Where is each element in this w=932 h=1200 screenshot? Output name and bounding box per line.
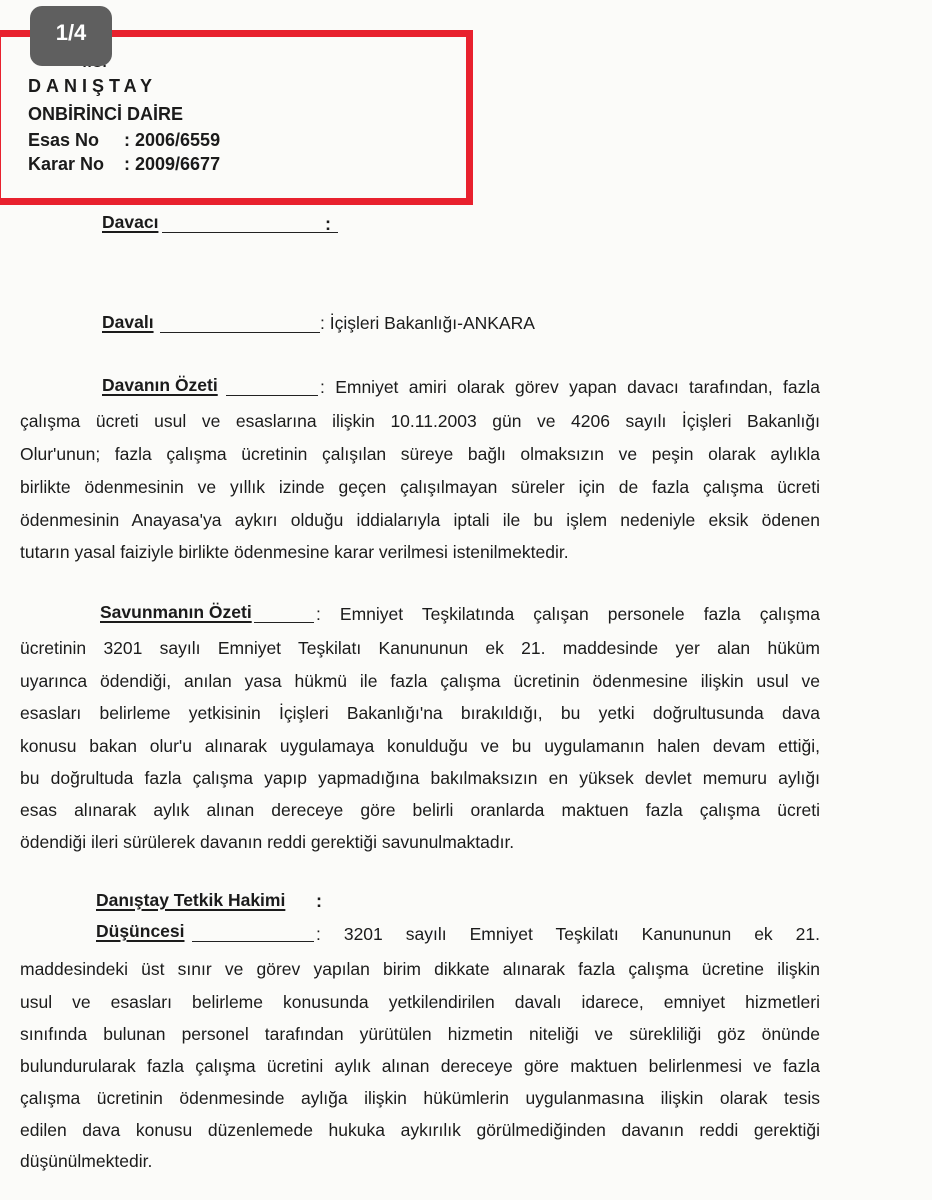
davanin-ozeti-line: ödenmesinin Anayasa'ya aykırı olduğu iddialarıyla iptali ile bu işlem nedeniyle eksik ödenen — [20, 510, 820, 530]
dusuncesi-first-line: : 3201 sayılı Emniyet Teşkilatı Kanununun ek 21. — [316, 924, 820, 944]
tetkik-hakimi-colon: : — [316, 891, 322, 911]
court-name: DANIŞTAY — [28, 76, 158, 96]
davanin-ozeti-line: tutarın yasal faiziyle birlikte ödenmesine karar verilmesi istenilmektedir. — [20, 542, 569, 562]
dusuncesi-line: maddesindeki üst sınır ve görev yapılan birim dikkate alınarak fazla çalışma ücretine ilişkin — [20, 959, 820, 979]
davanin-ozeti-label: Davanın Özeti — [102, 375, 218, 395]
savunmanin-ozeti-label: Savunmanın Özeti — [100, 602, 252, 622]
davanin-ozeti-line: çalışma ücreti usul ve esaslarına ilişkin 10.11.2003 gün ve 4206 sayılı İçişleri Bakanlığı — [20, 411, 820, 431]
chamber-name: ONBİRİNCİ DAİRE — [28, 104, 184, 124]
dusuncesi-line: çalışma ücretinin ödenmesinde aylığa ilişkin hükümlerin uygulanmasına ilişkin olarak tesis — [20, 1088, 820, 1108]
davali-underline — [160, 332, 320, 333]
savunmanin-ozeti-line: bu doğrultuda fazla çalışma yapıp yapmadığına bakılmaksızın en yüksek devlet memuru aylığı — [20, 768, 820, 788]
dusuncesi-line: sınıfında bulunan personel tarafından yürütülen hizmetin niteliği ve sürekliliği göz önünde — [20, 1024, 820, 1044]
davanin-ozeti-line: Olur'unun; fazla çalışma ücretinin çalışılan süreye bağlı olmaksızın ve peşin olarak aylıkla — [20, 444, 820, 464]
savunmanin-ozeti-first-line: : Emniyet Teşkilatında çalışan personele fazla çalışma — [316, 604, 820, 624]
savunmanin-ozeti-line: esasları belirleme yetkisinin İçişleri Bakanlığı'na bırakıldığı, bu yetki doğrultusunda dava — [20, 703, 820, 723]
dusuncesi-line: düşünülmektedir. — [20, 1151, 153, 1171]
savunmanin-ozeti-line: konusu bakan olur'u alınarak uygulamaya konulduğu ve bu uygulamanın halen devam ettiği, — [20, 736, 820, 756]
savunmanin-ozeti-underline — [254, 622, 314, 623]
dusuncesi-line: edilen dava konusu düzenlemede hukuka aykırılık görülmediğinden davanın reddi gerektiği — [20, 1120, 820, 1140]
davaci-colon: : — [325, 214, 331, 234]
davali-label: Davalı — [102, 312, 154, 332]
davali-value: : İçişleri Bakanlığı-ANKARA — [320, 313, 535, 333]
dusuncesi-line: bulundurularak fazla çalışma ücretini aylık alınan dereceye göre maktuen belirlenmesi ve fazla — [20, 1056, 820, 1076]
page-indicator-badge: 1/4 — [30, 6, 112, 66]
karar-value: : 2009/6677 — [124, 154, 221, 174]
savunmanin-ozeti-line: uyarınca ödendiği, anılan yasa hükmü ile fazla çalışma ücretinin ödenmesine ilişkin usul ve — [20, 671, 820, 691]
davanin-ozeti-line: birlikte ödenmesinin ve yıllık izinde geçen çalışılmayan süreler için de fazla çalışma ücreti — [20, 477, 820, 497]
savunmanin-ozeti-line: ücretinin 3201 sayılı Emniyet Teşkilatı Kanununun ek 21. maddesinde yer alan hüküm — [20, 638, 820, 658]
esas-value: : 2006/6559 — [124, 130, 221, 150]
dusuncesi-label: Düşüncesi — [96, 921, 185, 941]
davaci-label: Davacı — [102, 212, 159, 232]
savunmanin-ozeti-line: esas alınarak aylık alınan dereceye göre belirli oranlarda maktuen fazla çalışma ücreti — [20, 800, 820, 820]
tetkik-hakimi-label: Danıştay Tetkik Hakimi — [96, 890, 286, 910]
davaci-underline — [162, 232, 338, 233]
dusuncesi-underline — [192, 941, 314, 942]
savunmanin-ozeti-line: ödendiği ileri sürülerek davanın reddi gerektiği savunulmaktadır. — [20, 832, 515, 852]
davanin-ozeti-underline — [226, 395, 318, 396]
dusuncesi-line: usul ve esasları belirleme konusunda yetkilendirilen davalı idarece, emniyet hizmetleri — [20, 992, 820, 1012]
esas-label: Esas No — [28, 130, 100, 150]
karar-label: Karar No — [28, 154, 105, 174]
davanin-ozeti-first-line: : Emniyet amiri olarak görev yapan davacı tarafından, fazla — [320, 377, 820, 397]
